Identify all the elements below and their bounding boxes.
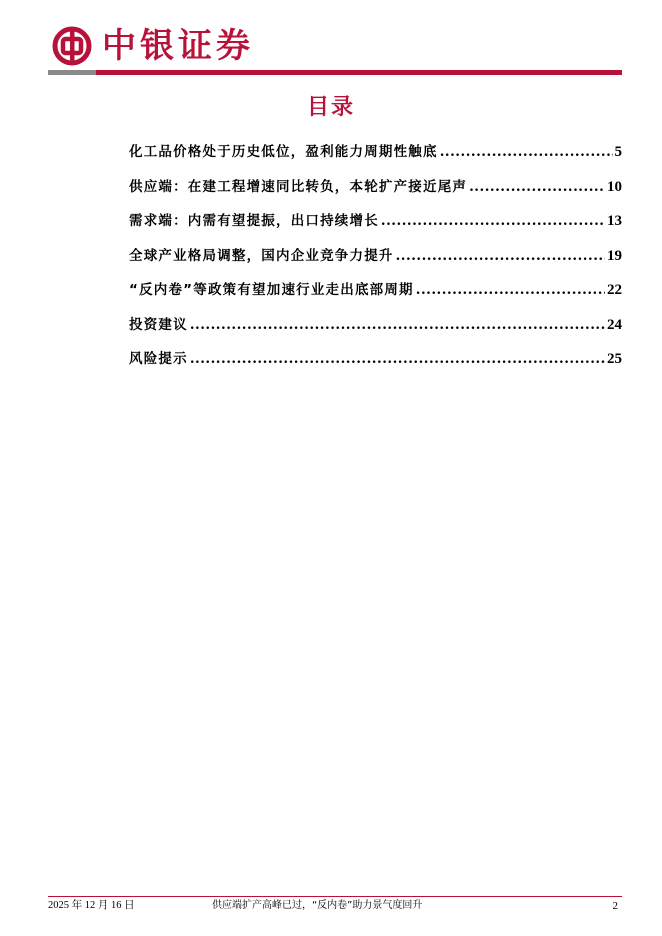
toc-leader-dots <box>381 213 605 229</box>
header-divider <box>96 70 622 75</box>
toc-entry[interactable] <box>129 313 622 348</box>
toc-entry[interactable] <box>129 209 622 244</box>
page-header <box>0 0 662 80</box>
toc-entry-page[interactable]: 24 <box>607 316 622 333</box>
table-of-contents <box>129 140 622 382</box>
toc-entry-label[interactable]: “反内卷”等政策有望加速行业走出底部周期 <box>129 282 414 298</box>
toc-entry[interactable] <box>129 140 622 175</box>
bank-of-china-logo-icon <box>52 26 92 66</box>
toc-entry-page[interactable]: 25 <box>607 351 622 367</box>
toc-entry-page[interactable]: 22 <box>607 282 622 298</box>
toc-entry[interactable] <box>129 175 622 210</box>
header-divider-gray <box>48 70 96 75</box>
toc-entry[interactable] <box>129 244 622 279</box>
footer-page-number: 2 <box>612 900 618 912</box>
toc-leader-dots <box>190 317 605 333</box>
footer-divider <box>48 896 622 897</box>
toc-leader-dots <box>190 351 605 367</box>
toc-entry-page[interactable]: 19 <box>607 247 622 264</box>
toc-entry-label[interactable]: 需求端：内需有望提振，出口持续增长 <box>129 213 379 229</box>
toc-entry-page[interactable]: 5 <box>614 144 622 160</box>
toc-entry-page[interactable]: 13 <box>607 213 622 229</box>
toc-leader-dots <box>416 282 605 298</box>
toc-entry[interactable] <box>129 278 622 313</box>
toc-entry-page[interactable]: 10 <box>607 178 622 195</box>
toc-entry[interactable] <box>129 347 622 382</box>
brand-name: 中银证券 <box>102 26 254 66</box>
toc-leader-dots <box>469 179 605 195</box>
toc-leader-dots <box>396 248 605 264</box>
toc-entry-label[interactable]: 化工品价格处于历史低位，盈利能力周期性触底 <box>129 144 438 160</box>
toc-title: 目录 <box>306 95 355 120</box>
toc-entry-label[interactable]: 全球产业格局调整，国内企业竞争力提升 <box>129 247 394 264</box>
footer-date: 2025 年 12 月 16 日 <box>48 900 135 911</box>
toc-entry-label[interactable]: 风险提示 <box>129 351 188 367</box>
toc-entry-label[interactable]: 供应端：在建工程增速同比转负，本轮扩产接近尾声 <box>129 178 468 195</box>
toc-leader-dots <box>440 144 613 160</box>
footer-report-title: 供应端扩产高峰已过，“反内卷”助力景气度回升 <box>212 900 423 911</box>
toc-entry-label[interactable]: 投资建议 <box>129 316 188 333</box>
